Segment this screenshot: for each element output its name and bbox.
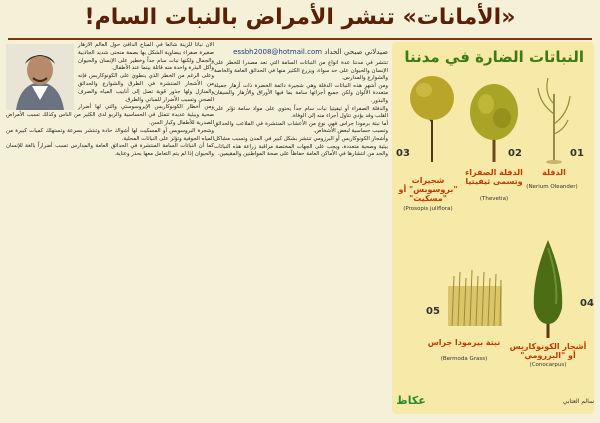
thevetia-plant-icon bbox=[466, 78, 522, 162]
left-paragraph: وشجرة البروسوبس أو المسكيت لها أشواك حادة وتنتشر بسرعة وتستهلك كميات كبيرة من المياه الجوفية وتؤثر على النباتات المحلية. bbox=[6, 127, 214, 142]
left-paragraph: وعلى الرغم من الخطر الذي ينطوي على الكونوكاربس فإنه من الأشجار المنتشرة في الطرق والشوارع والحدائق والمنازل ولها جذور قوية تصل إلى أنابيب المياه والصرف الصحي وتسبب الأضرار للمباني والطرق. bbox=[78, 73, 214, 103]
plant-latin-name: (Prosopis juliflora) bbox=[403, 206, 453, 212]
author-portrait bbox=[6, 44, 74, 110]
illustrator-signature: سالم العتابي bbox=[562, 398, 594, 405]
middle-paragraph: تنتشر في مدننا عدة أنواع من النباتات السامة التي تعد مصدراً للخطر على الإنسان والحيوان على حد سواء، ويزرع الكثير منها في الحدائق العامة والخاصة والشوارع والمدارس. bbox=[214, 60, 388, 82]
plant-number: 04 bbox=[580, 298, 594, 309]
plant-latin-name: (Nerium Oleander) bbox=[526, 184, 578, 190]
middle-paragraph: أما نبتة برمودا جراس فهي نوع من الأعشاب المنتشرة في الملاعب والحدائق وتسبب حساسية لبعض الأشخاص. bbox=[214, 120, 388, 135]
byline bbox=[212, 48, 388, 56]
plant-item-bermuda-grass bbox=[418, 262, 508, 378]
plant-arabic-name: الدفلة الصفراء وتسمى ثيفيتيا bbox=[465, 168, 523, 186]
oleander-plant-icon bbox=[534, 74, 574, 164]
headline: «الأمانات» تنشر الأمراض بالنبات السام! bbox=[84, 5, 516, 30]
conocarpus-tree-icon bbox=[528, 238, 568, 338]
left-article-column bbox=[6, 42, 214, 414]
left-paragraph: ومن أخطار الكونوكاربس الإيروسوستي والتي لها أضرار صحية وبيئية عديدة تتمثل في الحساسية والربو لدى الكثير من الناس وكذلك تسبب الأمراض الصدرية للأطفال وكبار السن. bbox=[6, 104, 214, 126]
harmful-plants-panel bbox=[392, 42, 594, 414]
author-email[interactable]: essbh2008@hotmail.com bbox=[233, 48, 323, 56]
plant-number: 05 bbox=[426, 306, 440, 317]
plant-arabic-name: الدفلة bbox=[542, 168, 566, 177]
plant-number: 01 bbox=[570, 148, 584, 159]
left-paragraph: الأن نباتاً للزينة شائعاً في المناخ الدافئ حول العالم الأزهار صغيرة صفراء بيضاوية الشكل بها بصمة منحنى شديد الجاذبية والجمال ولكنها نبات سام جداً وخطير على الإنسان والحيوان وأكل البذرة واحدة منه قاتلة بينما عند الأطفال. bbox=[78, 42, 214, 72]
headline-divider bbox=[8, 38, 592, 40]
plant-item-thevetia bbox=[462, 72, 528, 212]
plant-item-oleander bbox=[526, 72, 592, 212]
plant-arabic-name: شجيرات "بروسوبس" أو "مسكيت" bbox=[398, 176, 458, 203]
prosopis-plant-icon bbox=[406, 72, 458, 162]
logo-text: عكاظ bbox=[396, 394, 426, 407]
middle-paragraph: ومن أشهر هذه النباتات الدفلة وهي شجيرة دائمة الخضرة ذات أزهار جميلة متعددة الألوان ولكن جميع أجزائها سامة بما فيها الأوراق والأزهار والسيقان والبذور. bbox=[214, 82, 388, 104]
middle-paragraph: والدفلة الصفراء أو ثيفيتيا نبات سام جداً يحتوي على مواد سامة تؤثر على القلب وقد يؤدي تناول أجزاء منه إلى الوفاة. bbox=[214, 105, 388, 120]
plant-latin-name: (Thevetia) bbox=[479, 196, 509, 202]
plant-arabic-name: نبتة بيرمودا جراس bbox=[427, 338, 501, 347]
plant-item-prosopis bbox=[396, 72, 462, 222]
author-name: صيدلاني صبحي الحداد bbox=[324, 48, 388, 56]
plant-arabic-name: أشجار الكونوكاربس أو "البرزومي" bbox=[509, 342, 587, 360]
plant-number: 03 bbox=[396, 148, 410, 159]
middle-paragraph: وأشجار الكونوكاربس أو البرزومي تنتشر بشكل كبير في المدن وتسبب مشاكل بيئية وصحية متعددة، ويجب على الجهات المختصة مراقبة زراعة هذه النباتات والحد من انتشارها في الأماكن العامة حفاظاً على صحة المواطنين والمقيمين. bbox=[214, 135, 388, 158]
newspaper-logo bbox=[396, 392, 426, 408]
plant-item-conocarpus bbox=[506, 238, 594, 378]
left-paragraph: كما أن النباتات السامة المنتشرة في الحدائق العامة والمدارس تسبب أضراراً بالغة للإنسان والحيوان إذا لم يتم التعامل معها بحذر وعناية. bbox=[6, 143, 214, 158]
plant-number: 02 bbox=[508, 148, 522, 159]
plant-latin-name: (Conocarpus) bbox=[529, 362, 567, 368]
middle-article-column bbox=[214, 60, 388, 408]
bermuda-grass-icon bbox=[446, 266, 504, 326]
plant-latin-name: (Bermoda Grass) bbox=[440, 356, 488, 362]
panel-title: النباتات الضارة في مدننا bbox=[404, 48, 584, 66]
